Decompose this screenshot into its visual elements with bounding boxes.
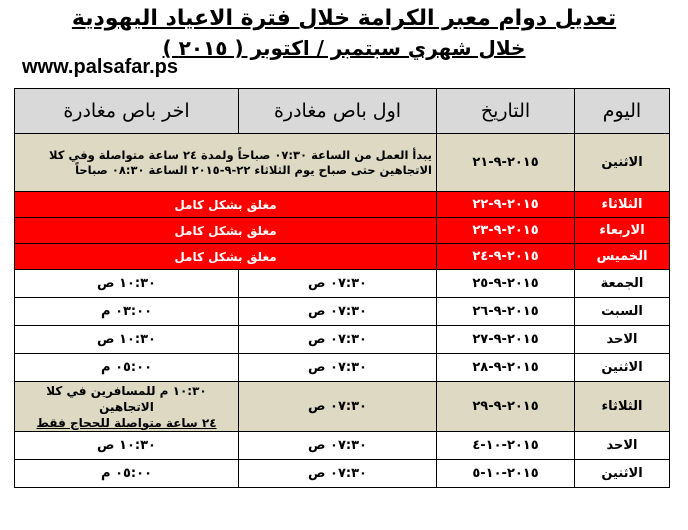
last-bus-cell: ٠٣:٠٠ م [15,298,239,326]
last-bus-cell: ٠٥:٠٠ م [15,460,239,488]
document-subtitle: خلال شهري سبتمبر / اكتوبر ( ٢٠١٥ ) [162,36,526,60]
day-cell: الاثنين [575,134,670,192]
date-cell: ٢٠١٥-١٠-٥ [437,460,575,488]
date-cell: ٢٠١٥-٩-٢٥ [437,270,575,298]
last-bus-cell: ١٠:٣٠ ص [15,432,239,460]
table-row [15,326,670,354]
first-bus-cell: ٠٧:٣٠ ص [239,326,437,354]
column-header-first-bus: اول باص مغادرة [239,89,437,134]
first-bus-cell: ٠٧:٣٠ ص [239,354,437,382]
column-header-day: اليوم [575,89,670,134]
date-cell: ٢٠١٥-٩-٢٧ [437,326,575,354]
last-bus-cell: ١٠:٣٠ ص [15,326,239,354]
table-row [15,432,670,460]
column-header-date: التاريخ [437,89,575,134]
first-bus-cell: ٠٧:٣٠ ص [239,270,437,298]
day-cell: الثلاثاء [575,192,670,218]
day-cell: الاحد [575,432,670,460]
first-bus-cell: ٠٧:٣٠ ص [239,298,437,326]
last-bus-cell: ١٠:٣٠ ص [15,270,239,298]
day-cell: الجمعة [575,270,670,298]
table-row [15,192,670,218]
table-row [15,218,670,244]
column-header-last-bus: اخر باص مغادرة [15,89,239,134]
date-cell: ٢٠١٥-١٠-٤ [437,432,575,460]
closed-cell: مغلق بشكل كامل [15,218,437,244]
table-row [15,460,670,488]
table-row [15,298,670,326]
date-cell: ٢٠١٥-٩-٢٩ [437,382,575,432]
table-row [15,382,670,432]
date-cell: ٢٠١٥-٩-٢٣ [437,218,575,244]
last-bus-cell: ٠٥:٠٠ م [15,354,239,382]
date-cell: ٢٠١٥-٩-٢١ [437,134,575,192]
table-header-row [15,89,670,134]
note-cell: يبدأ العمل من الساعة ٠٧:٣٠ صباحاً ولمدة ٢٤ ساعة متواصلة وفي كلا الاتجاهين حتى صباح يوم الثلاثاء ٢٢-٩-٢٠١٥ الساعة ٠٨:٣٠ صباحاً [15,134,437,192]
first-bus-cell: ٠٧:٣٠ ص [239,432,437,460]
day-cell: الثلاثاء [575,382,670,432]
day-cell: الخميس [575,244,670,270]
day-cell: الاثنين [575,354,670,382]
document-title: تعديل دوام معبر الكرامة خلال فترة الاعياد اليهودية [71,6,617,31]
day-cell: الاحد [575,326,670,354]
day-cell: الاربعاء [575,218,670,244]
table-row [15,244,670,270]
website-url: www.palsafar.ps [22,56,178,78]
date-cell: ٢٠١٥-٩-٢٤ [437,244,575,270]
first-bus-cell: ٠٧:٣٠ ص [239,382,437,432]
date-cell: ٢٠١٥-٩-٢٦ [437,298,575,326]
table-row [15,134,670,192]
note-line-1: ١٠:٣٠ م للمسافرين في كلا الاتجاهين [46,383,207,414]
note-line-2: ٢٤ ساعة متواصلة للحجاج فقط [36,415,217,430]
closed-cell: مغلق بشكل كامل [15,244,437,270]
table-row [15,354,670,382]
table-row [15,270,670,298]
closed-cell: مغلق بشكل كامل [15,192,437,218]
day-cell: السبت [575,298,670,326]
last-bus-note-cell [15,382,239,432]
date-cell: ٢٠١٥-٩-٢٨ [437,354,575,382]
first-bus-cell: ٠٧:٣٠ ص [239,460,437,488]
schedule-table [14,88,670,488]
day-cell: الاثنين [575,460,670,488]
date-cell: ٢٠١٥-٩-٢٢ [437,192,575,218]
